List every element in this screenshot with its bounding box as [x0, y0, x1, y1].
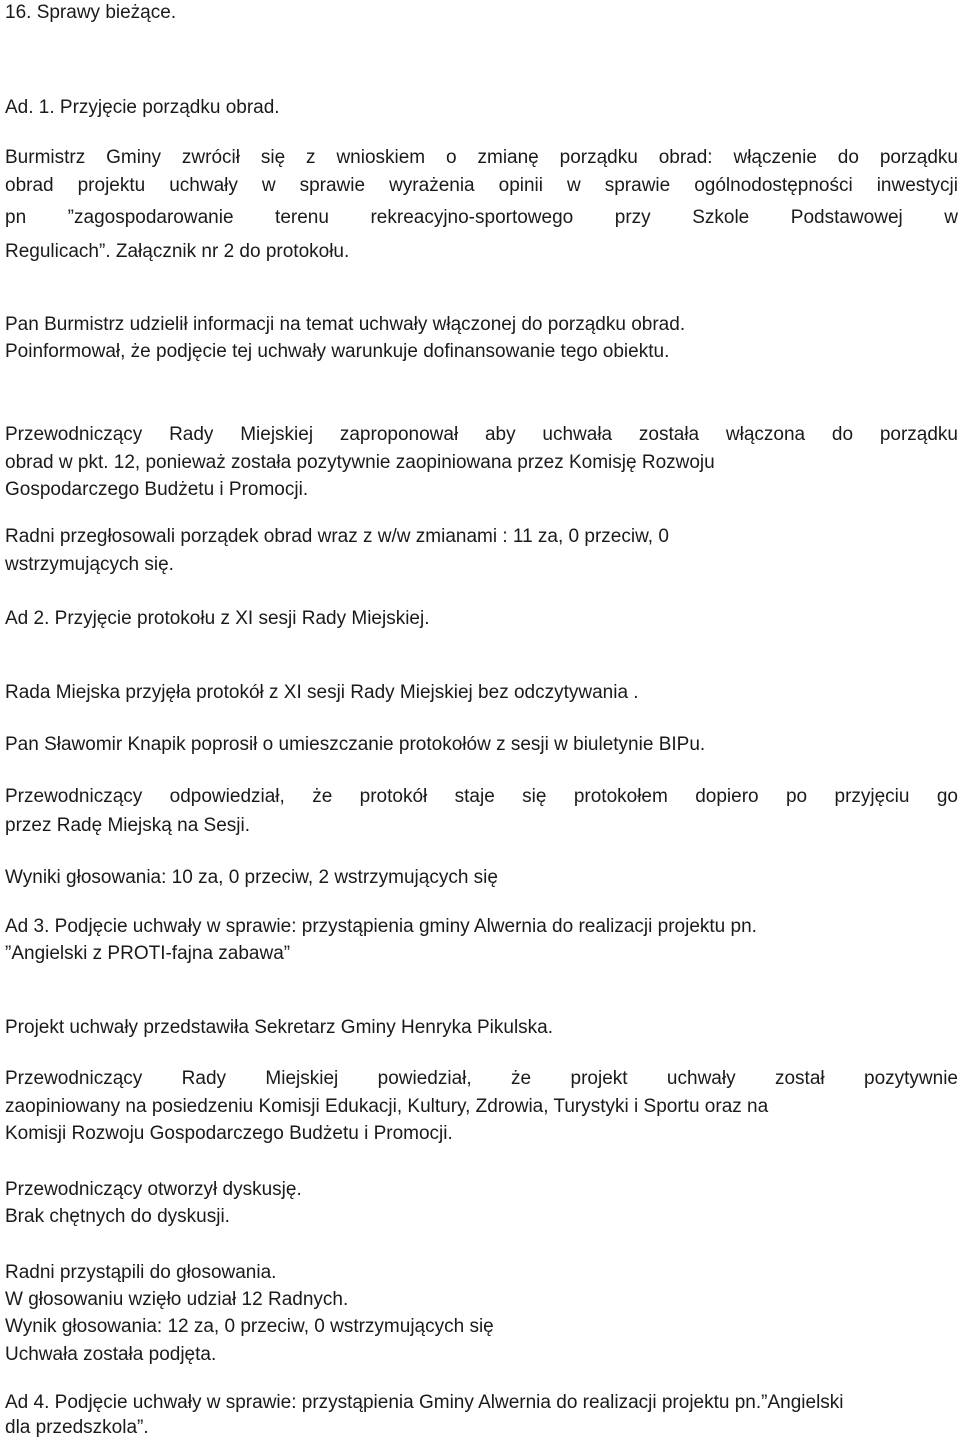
ad1-p2-line: Poinformował, że podjęcie tej uchwały warunkuje dofinansowanie tego obiektu.	[5, 341, 670, 362]
ad1-p4-line: Radni przegłosowali porządek obrad wraz z w/w zmianami : 11 za, 0 przeciw, 0	[5, 526, 669, 547]
ad4-title-line: dla przedszkola”.	[5, 1417, 149, 1438]
ad1-p3-line: Przewodniczący Rady Miejskiej zaproponował aby uchwała została włączona do porządku	[5, 424, 958, 445]
ad2-p3-line: Przewodniczący odpowiedział, że protokół staje się protokołem dopiero po przyjęciu go	[5, 786, 958, 807]
ad3-title-line: Ad 3. Podjęcie uchwały w sprawie: przystąpienia gminy Alwernia do realizacji projektu pn.	[5, 916, 757, 937]
ad3-p2-line: Przewodniczący Rady Miejskiej powiedział, że projekt uchwały został pozytywnie	[5, 1068, 958, 1089]
ad3-p3-line: Przewodniczący otworzył dyskusję.	[5, 1179, 302, 1200]
section-heading: 16. Sprawy bieżące.	[5, 2, 177, 23]
ad2-p4: Wyniki głosowania: 10 za, 0 przeciw, 2 wstrzymujących się	[5, 867, 498, 888]
ad1-p2-line: Pan Burmistrz udzielił informacji na temat uchwały włączonej do porządku obrad.	[5, 314, 686, 335]
ad1-p4-line: wstrzymujących się.	[5, 554, 174, 575]
ad3-p2-line: zaopiniowany na posiedzeniu Komisji Edukacji, Kultury, Zdrowia, Turystyki i Sportu oraz na	[5, 1096, 769, 1117]
ad3-title-line: ”Angielski z PROTI-fajna zabawa”	[5, 943, 291, 964]
ad1-p1-line: pn ”zagospodarowanie terenu rekreacyjno-sportowego przy Szkole Podstawowej w	[5, 207, 958, 228]
ad3-p1: Projekt uchwały przedstawiła Sekretarz Gminy Henryka Pikulska.	[5, 1017, 554, 1038]
ad3-p2-line: Komisji Rozwoju Gospodarczego Budżetu i Promocji.	[5, 1123, 453, 1144]
ad1-p3-line: Gospodarczego Budżetu i Promocji.	[5, 479, 309, 500]
ad3-p4-line: W głosowaniu wzięło udział 12 Radnych.	[5, 1289, 349, 1310]
ad1-p1-line: Regulicach”. Załącznik nr 2 do protokołu.	[5, 241, 350, 262]
ad2-p3-line: przez Radę Miejską na Sesji.	[5, 815, 250, 836]
ad2-title: Ad 2. Przyjęcie protokołu z XI sesji Rady Miejskiej.	[5, 608, 430, 629]
ad3-p4-line: Radni przystąpili do głosowania.	[5, 1262, 277, 1283]
ad1-p3-line: obrad w pkt. 12, ponieważ została pozytywnie zaopiniowana przez Komisję Rozwoju	[5, 452, 715, 473]
ad3-p4-line: Wynik głosowania: 12 za, 0 przeciw, 0 wstrzymujących się	[5, 1316, 494, 1337]
ad4-title-line: Ad 4. Podjęcie uchwały w sprawie: przystąpienia Gminy Alwernia do realizacji projektu pn.”Angielski	[5, 1392, 844, 1413]
ad1-title: Ad. 1. Przyjęcie porządku obrad.	[5, 97, 280, 118]
ad2-p1: Rada Miejska przyjęła protokół z XI sesji Rady Miejskiej bez odczytywania .	[5, 682, 639, 703]
ad3-p4-line: Uchwała została podjęta.	[5, 1344, 217, 1365]
ad2-p2: Pan Sławomir Knapik poprosił o umieszczanie protokołów z sesji w biuletynie BIPu.	[5, 734, 706, 755]
ad3-p3-line: Brak chętnych do dyskusji.	[5, 1206, 230, 1227]
ad1-p1-line: obrad projektu uchwały w sprawie wyrażenia opinii w sprawie ogólnodostępności inwestycji	[5, 175, 958, 196]
ad1-p1-line: Burmistrz Gminy zwrócił się z wnioskiem o zmianę porządku obrad: włączenie do porządku	[5, 147, 958, 168]
